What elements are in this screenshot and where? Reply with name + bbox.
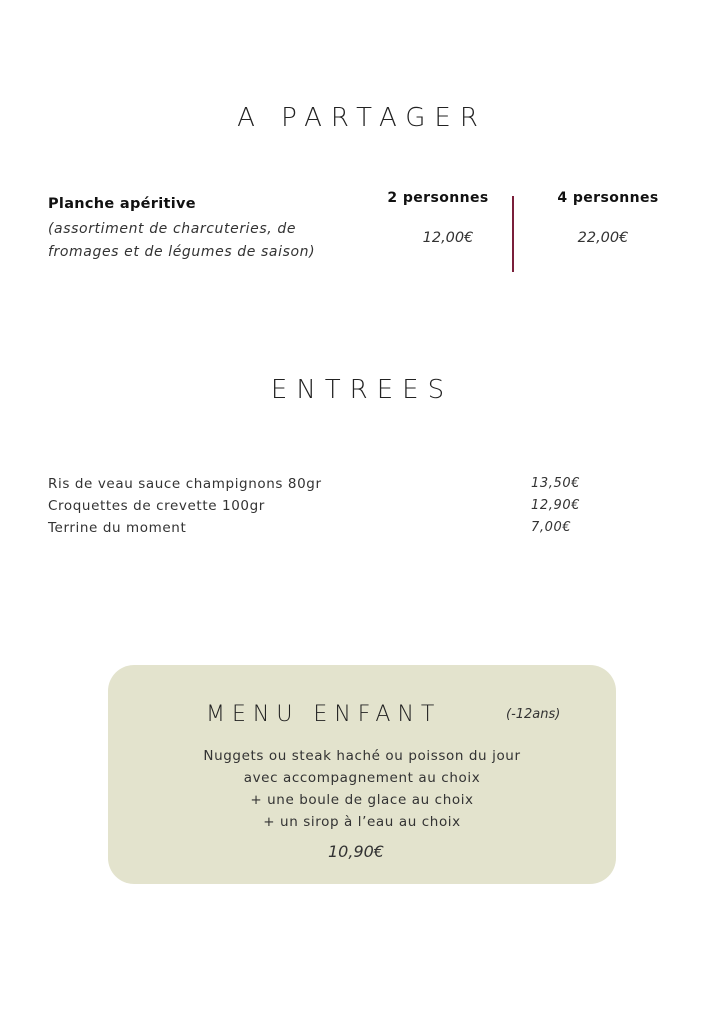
menu-enfant-line: avec accompagnement au choix [243, 770, 481, 786]
dish-description-line: fromages et de légumes de saison) [48, 244, 316, 260]
menu-enfant-age: (-12ans) [506, 707, 561, 722]
entree-name: Terrine du moment [48, 520, 187, 536]
entree-price: 12,90€ [531, 498, 581, 513]
entree-price: 7,00€ [531, 520, 572, 535]
menu-enfant-line: + une boule de glace au choix [250, 792, 474, 808]
menu-enfant-title: MENU ENFANT [206, 702, 442, 727]
menu-enfant-description [108, 745, 616, 833]
dish-description [48, 218, 368, 264]
menu-enfant-line: Nuggets ou steak haché ou poisson du jour [203, 748, 521, 764]
price-4-personnes: 22,00€ [577, 230, 629, 246]
entree-name: Croquettes de crevette 100gr [48, 498, 265, 514]
menu-enfant-price: 10,90€ [328, 842, 384, 861]
column-header-2-personnes: 2 personnes [387, 190, 489, 206]
entree-row [48, 518, 608, 540]
column-divider [512, 196, 514, 272]
dish-description-line: (assortiment de charcuteries, de [48, 221, 297, 237]
section-title-partager: A PARTAGER [237, 103, 487, 133]
column-header-4-personnes: 4 personnes [557, 190, 659, 206]
price-2-personnes: 12,00€ [422, 230, 474, 246]
entree-row [48, 474, 608, 496]
entree-name: Ris de veau sauce champignons 80gr [48, 476, 322, 492]
entree-price: 13,50€ [531, 476, 581, 491]
entree-row [48, 496, 608, 518]
entree-list [48, 474, 608, 540]
dish-name: Planche apéritive [48, 196, 196, 212]
menu-enfant-line: + un sirop à l’eau au choix [263, 814, 461, 830]
section-title-entrees: ENTREES [270, 375, 454, 405]
